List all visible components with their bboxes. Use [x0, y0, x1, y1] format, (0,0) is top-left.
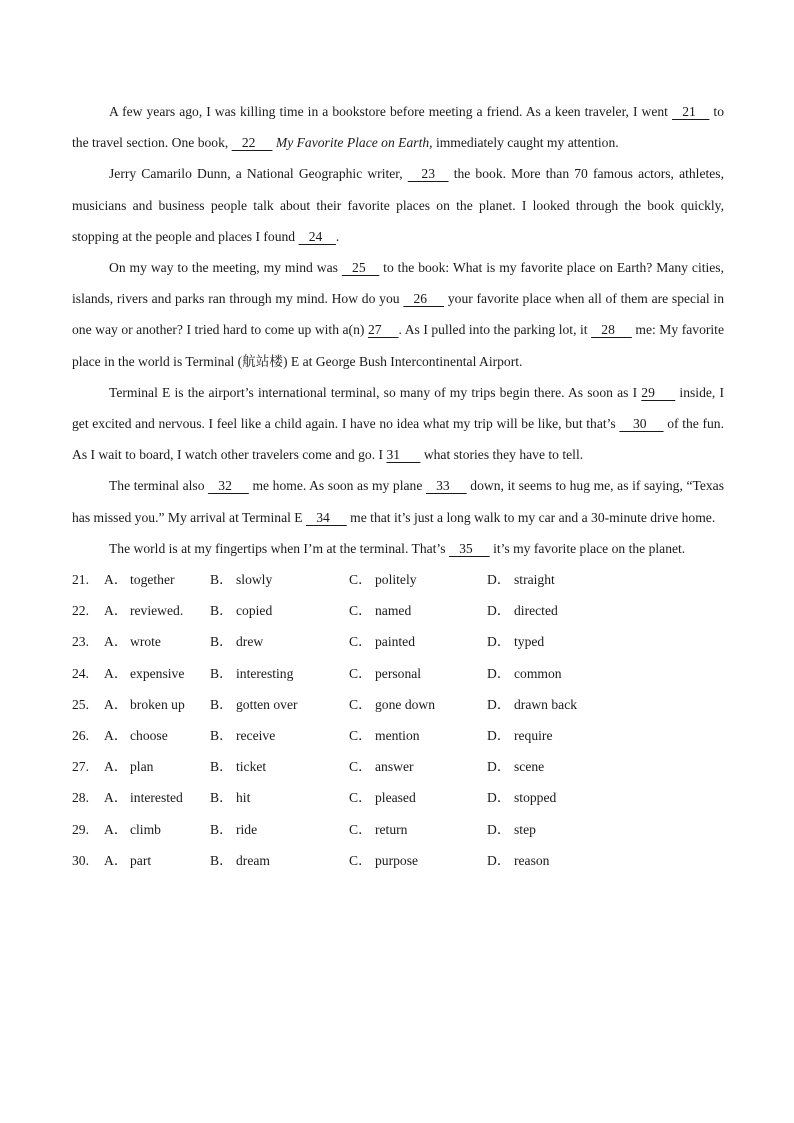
option-b-label: B． — [210, 759, 233, 775]
option-row — [72, 845, 724, 876]
option-d-text: scene — [514, 759, 545, 775]
question-number: 22. — [72, 603, 89, 619]
question-number: 28. — [72, 790, 89, 806]
passage-text: The world is at my fingertips when I’m at the terminal. That’s — [109, 540, 449, 556]
option-d-text: drawn back — [514, 696, 578, 712]
passage-text: your favorite place when all of them are special in one way or another? I tried hard to come up with a(n) — [72, 291, 724, 338]
passage-text: to the book: What is my favorite place on Earth? Many cities, islands, rivers and parks ran through my mind. How do you — [72, 260, 724, 307]
option-row — [72, 720, 724, 751]
passage-text: A few years ago, I was killing time in a bookstore before meeting a friend. As a keen traveler, I went — [109, 104, 672, 119]
question-number: 21. — [72, 572, 89, 588]
option-d-text: step — [514, 821, 536, 837]
passage-paragraph-1 — [72, 96, 724, 158]
option-b-label: B． — [210, 821, 233, 837]
option-c-text: personal — [375, 665, 422, 681]
blank-22: 22 — [231, 135, 273, 151]
option-row — [72, 658, 724, 689]
option-b-text: dream — [236, 852, 270, 868]
option-d-label: D． — [487, 852, 511, 868]
option-b-label: B． — [210, 634, 233, 650]
option-c-label: C． — [349, 821, 372, 837]
option-d-text: typed — [514, 634, 545, 650]
option-d-label: D． — [487, 665, 511, 681]
blank-24: 24 — [298, 228, 336, 244]
option-row — [72, 564, 724, 595]
option-a-label: A． — [104, 696, 128, 712]
blank-28: 28 — [591, 322, 632, 338]
option-d-text: common — [514, 665, 562, 681]
passage-text: The terminal also — [109, 478, 209, 494]
option-b-label: B． — [210, 790, 233, 806]
option-a-label: A． — [104, 852, 128, 868]
option-b-label: B． — [210, 665, 233, 681]
passage-text: Jerry Camarilo Dunn, a National Geographic writer, — [109, 166, 408, 182]
option-d-label: D． — [487, 759, 511, 775]
question-number: 27. — [72, 759, 89, 775]
option-d-label: D． — [487, 603, 511, 619]
question-number: 24. — [72, 665, 89, 681]
option-b-label: B． — [210, 603, 233, 619]
option-a-text: reviewed. — [130, 603, 184, 619]
passage-paragraph-4 — [72, 377, 724, 471]
passage-text: me: My favorite place in the world is Terminal (航站楼) E at George Bush Intercontinental Airport. — [72, 322, 724, 369]
passage-text: to the travel section. One book, — [72, 104, 724, 151]
blank-34: 34 — [306, 509, 347, 525]
blank-29: 29 — [641, 384, 676, 400]
option-b-text: ticket — [236, 759, 267, 775]
option-d-label: D． — [487, 572, 511, 588]
option-d-text: reason — [514, 852, 550, 868]
question-number: 29. — [72, 821, 89, 837]
option-b-text: slowly — [236, 572, 273, 588]
blank-23: 23 — [407, 166, 449, 182]
passage-paragraph-6 — [72, 533, 724, 564]
blank-26: 26 — [403, 291, 445, 307]
option-c-label: C． — [349, 852, 372, 868]
blank-30: 30 — [619, 416, 664, 432]
option-c-text: painted — [375, 634, 416, 650]
question-number: 26. — [72, 727, 89, 743]
passage-paragraph-5 — [72, 470, 724, 532]
option-a-label: A． — [104, 572, 128, 588]
option-row — [72, 814, 724, 845]
blank-33: 33 — [425, 478, 467, 494]
option-a-label: A． — [104, 665, 128, 681]
option-d-text: directed — [514, 603, 558, 619]
option-a-text: part — [130, 852, 152, 868]
option-a-label: A． — [104, 603, 128, 619]
option-d-label: D． — [487, 634, 511, 650]
option-b-text: gotten over — [236, 696, 298, 712]
passage-paragraph-3 — [72, 252, 724, 377]
option-d-label: D． — [487, 696, 511, 712]
option-a-label: A． — [104, 759, 128, 775]
option-b-text: receive — [236, 727, 276, 743]
option-d-label: D． — [487, 821, 511, 837]
option-c-label: C． — [349, 727, 372, 743]
option-a-label: A． — [104, 790, 128, 806]
option-c-label: C． — [349, 634, 372, 650]
option-b-text: interesting — [236, 665, 294, 681]
option-c-label: C． — [349, 790, 372, 806]
option-b-label: B． — [210, 852, 233, 868]
passage-text: immediately caught my attention. — [432, 135, 619, 151]
option-d-text: stopped — [514, 790, 557, 806]
passage-text: down, it seems to hug me, as if saying, “Texas has missed you.” My arrival at Terminal E — [72, 478, 724, 525]
option-a-text: expensive — [130, 665, 185, 681]
passage-text: it’s my favorite place on the planet. — [489, 540, 686, 556]
option-a-text: plan — [130, 759, 154, 775]
option-row — [72, 751, 724, 782]
option-d-text: straight — [514, 572, 555, 588]
option-row — [72, 689, 724, 720]
option-row — [72, 626, 724, 657]
option-b-label: B． — [210, 727, 233, 743]
passage-text: . As I pulled into the parking lot, it — [398, 322, 592, 338]
passage-text: me home. As soon as my plane — [248, 478, 426, 494]
passage-text: Terminal E is the airport’s international terminal, so many of my trips begin there. As soon as I — [109, 384, 642, 400]
blank-25: 25 — [341, 260, 380, 276]
passage-text: of the fun. As I wait to board, I watch other travelers come and go. I — [72, 416, 724, 463]
blank-21: 21 — [672, 104, 710, 119]
option-c-text: mention — [375, 727, 420, 743]
passage-text: me that it’s just a long walk to my car and a 30-minute drive home. — [346, 509, 716, 525]
option-d-text: require — [514, 727, 553, 743]
option-c-text: purpose — [375, 852, 419, 868]
option-a-text: broken up — [130, 696, 185, 712]
blank-32: 32 — [208, 478, 249, 494]
passage-paragraph-2 — [72, 158, 724, 252]
option-a-text: wrote — [130, 634, 161, 650]
option-b-label: B． — [210, 572, 233, 588]
option-d-label: D． — [487, 727, 511, 743]
option-row — [72, 782, 724, 813]
option-a-label: A． — [104, 634, 128, 650]
passage-text: inside, I get excited and nervous. I feel like a child again. I have no idea what my trip will be like, but that’s — [72, 384, 724, 432]
question-number: 25. — [72, 696, 89, 712]
option-b-text: ride — [236, 821, 258, 837]
blank-35: 35 — [448, 540, 490, 556]
option-c-label: C． — [349, 665, 372, 681]
passage-text: the book. More than 70 famous actors, athletes, musicians and business people talk about their favorite places on the planet. I looked through the book quickly, stopping at the people and places I found — [72, 166, 724, 244]
option-b-text: drew — [236, 634, 264, 650]
option-c-label: C． — [349, 603, 372, 619]
option-c-text: return — [375, 821, 408, 837]
option-c-label: C． — [349, 696, 372, 712]
option-a-text: interested — [130, 790, 183, 806]
option-b-text: copied — [236, 603, 273, 619]
option-c-text: answer — [375, 759, 414, 775]
passage-text: On my way to the meeting, my mind was — [109, 260, 342, 276]
question-number: 30. — [72, 852, 89, 868]
option-a-text: choose — [130, 727, 168, 743]
option-a-label: A． — [104, 727, 128, 743]
option-c-text: pleased — [375, 790, 416, 806]
option-c-text: named — [375, 603, 412, 619]
option-a-label: A． — [104, 821, 128, 837]
option-c-text: politely — [375, 572, 417, 588]
passage-text: what stories they have to tell. — [420, 447, 584, 463]
option-a-text: together — [130, 572, 175, 588]
blank-27: 27 — [367, 322, 399, 338]
option-b-label: B． — [210, 696, 233, 712]
option-d-label: D． — [487, 790, 511, 806]
option-b-text: hit — [236, 790, 251, 806]
blank-31: 31 — [386, 447, 421, 463]
option-c-label: C． — [349, 572, 372, 588]
question-number: 23. — [72, 634, 89, 650]
passage-text: . — [335, 228, 340, 244]
book-title: My Favorite Place on Earth, — [275, 135, 433, 151]
option-row — [72, 595, 724, 626]
document-page — [72, 96, 724, 876]
option-a-text: climb — [130, 821, 161, 837]
option-c-label: C． — [349, 759, 372, 775]
option-c-text: gone down — [375, 696, 436, 712]
answer-options — [72, 564, 724, 876]
